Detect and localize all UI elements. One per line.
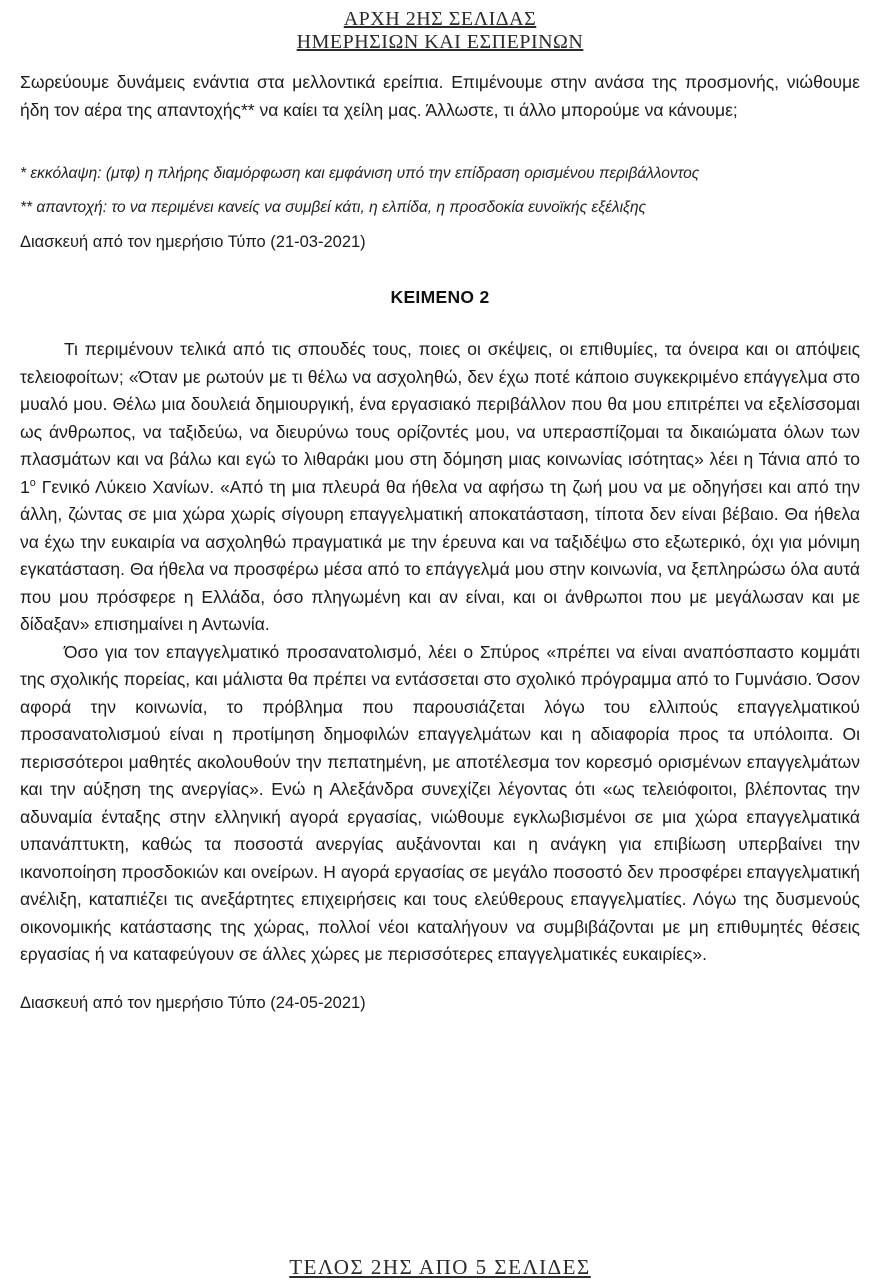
page-footer bbox=[0, 1255, 880, 1280]
paragraph1-segment-after-superscript: Γενικό Λύκειο Χανίων. «Από τη μια πλευρά θα ήθελα να αφήσω τη ζωή μου να με οδηγήσει και από την άλλη, ζώντας σε μια χώρα χωρίς σίγουρη επαγγελματική αποκατάσταση, τίποτα δεν είναι βέβαιο. Θα ήθελα να έχω την ευκαιρία να ασχοληθώ πραγματικά με την έρευνα και να ταξιδέψω στο εξωτερικό, όχι για μόνιμη εγκατάσταση. Θα ήθελα να προσφέρω μέσα από το επάγγελμά μου στην κοινωνία, να ξεπληρώσω όλα αυτά που μου πρόσφερε η Ελλάδα, όσο πληγωμένη και αν είναι, και οι άνθρωποι που με μεγάλωσαν και με δίδαξαν» επισημαίνει η Αντωνία. bbox=[20, 476, 860, 634]
page-header bbox=[20, 8, 860, 54]
text1-paragraph: Σωρεύουμε δυνάμεις ενάντια στα μελλοντικά ερείπια. Επιμένουμε στην ανάσα της προσμονής, νιώθουμε ήδη τον αέρα της απαντοχής** να καίει τα χείλη μας. Άλλωστε, τι άλλο μπορούμε να κάνουμε; bbox=[20, 72, 860, 120]
page-header-line2: ΗΜΕΡΗΣΙΩΝ ΚΑΙ ΕΣΠΕΡΙΝΩΝ bbox=[296, 31, 584, 53]
text1-source: Διασκευή από τον ημερήσιο Τύπο (21-03-2021) bbox=[20, 233, 366, 251]
text2-source: Διασκευή από τον ημερήσιο Τύπο (24-05-2021) bbox=[20, 993, 366, 1012]
ordinal-superscript: ο bbox=[29, 476, 36, 489]
page-header-line1: ΑΡΧΗ 2ΗΣ ΣΕΛΙΔΑΣ bbox=[343, 8, 537, 30]
paragraph1-segment-before-superscript: Τι περιμένουν τελικά από τις σπουδές τους, ποιες οι σκέψεις, οι επιθυμίες, τα όνειρα και οι απόψεις τελειοφοίτων; «Όταν με ρωτούν με τι θέλω να ασχοληθώ, δεν έχω ποτέ κάποιο συγκεκριμένο επάγγελμα στο μυαλό μου. Θέλω μια δουλειά δημιουργική, ένα εργασιακό περιβάλλον που θα μου επιτρέπει να εξελίσσομαι ως άνθρωπος, να ταξιδεύω, να διευρύνω τους ορίζοντές μου, να υπερασπίζομαι τα δικαιώματα όλων των πλασμάτων και να βάλω και εγώ το λιθαράκι μου στη δόμηση μιας κοινωνίας ισότητας» λέει η Τάνια από το 1 bbox=[20, 339, 860, 497]
text2-paragraph2: Όσο για τον επαγγελματικό προσανατολισμό, λέει ο Σπύρος «πρέπει να είναι αναπόσπαστο κομμάτι της σχολικής πορείας, και μάλιστα θα πρέπει να εντάσσεται στο σχολικό πρόγραμμα από το Γυμνάσιο. Όσον αφορά την κοινωνία, το πρόβλημα που παρουσιάζεται λόγω του ελλιπούς επαγγελματικού προσανατολισμού είναι η προτίμηση δημοφιλών επαγγελμάτων και η αδιαφορία προς τα υπόλοιπα. Οι περισσότεροι μαθητές ακολουθούν την πεπατημένη, με αποτέλεσμα τον κορεσμό ορισμένων επαγγελμάτων και την αύξηση της ανεργίας». Ενώ η Αλεξάνδρα συνεχίζει λέγοντας ότι «ως τελειόφοιτοι, βλέποντας την αδυναμία ένταξης στην ελληνική αγορά εργασίας, νιώθουμε εγκλωβισμένοι σε μια χώρα επαγγελματικά υπανάπτυκτη, καθώς τα ποσοστά ανεργίας αυξάνονται και η ανάγκη για επιβίωση υπερβαίνει την ικανοποίηση προσδοκιών και ονείρων. Η αγορά εργασίας σε μεγάλο ποσοστό δεν προσφέρει επαγγελματική ανέλιξη, καταπιέζει τις ανεξάρτητες επιχειρήσεις και τους ελεύθερους επαγγελματίες. Λόγω της δυσμενούς οικονομικής κατάστασης της χώρας, πολλοί νέοι καταλήγουν να συμβιβάζονται με μη επιθυμητές θέσεις εργασίας ή να καταφεύγουν σε άλλες χώρες με περισσότερες επαγγελματικές ευκαιρίες». bbox=[20, 641, 860, 964]
text2-paragraph1 bbox=[20, 336, 860, 639]
text2-heading: ΚΕΙΜΕΝΟ 2 bbox=[390, 287, 490, 307]
page-footer-text: ΤΕΛΟΣ 2ΗΣ ΑΠΟ 5 ΣΕΛΙΔΕΣ bbox=[289, 1255, 591, 1279]
footnote-ekkolapsi: * εκκόλαψη: (μτφ) η πλήρης διαμόρφωση και εμφάνιση υπό την επίδραση ορισμένου περιβάλλοντος bbox=[20, 165, 700, 182]
footnote-apantochi: ** απαντοχή: το να περιμένει κανείς να συμβεί κάτι, η ελπίδα, η προσδοκία ευνοϊκής εξέλιξης bbox=[20, 199, 647, 216]
